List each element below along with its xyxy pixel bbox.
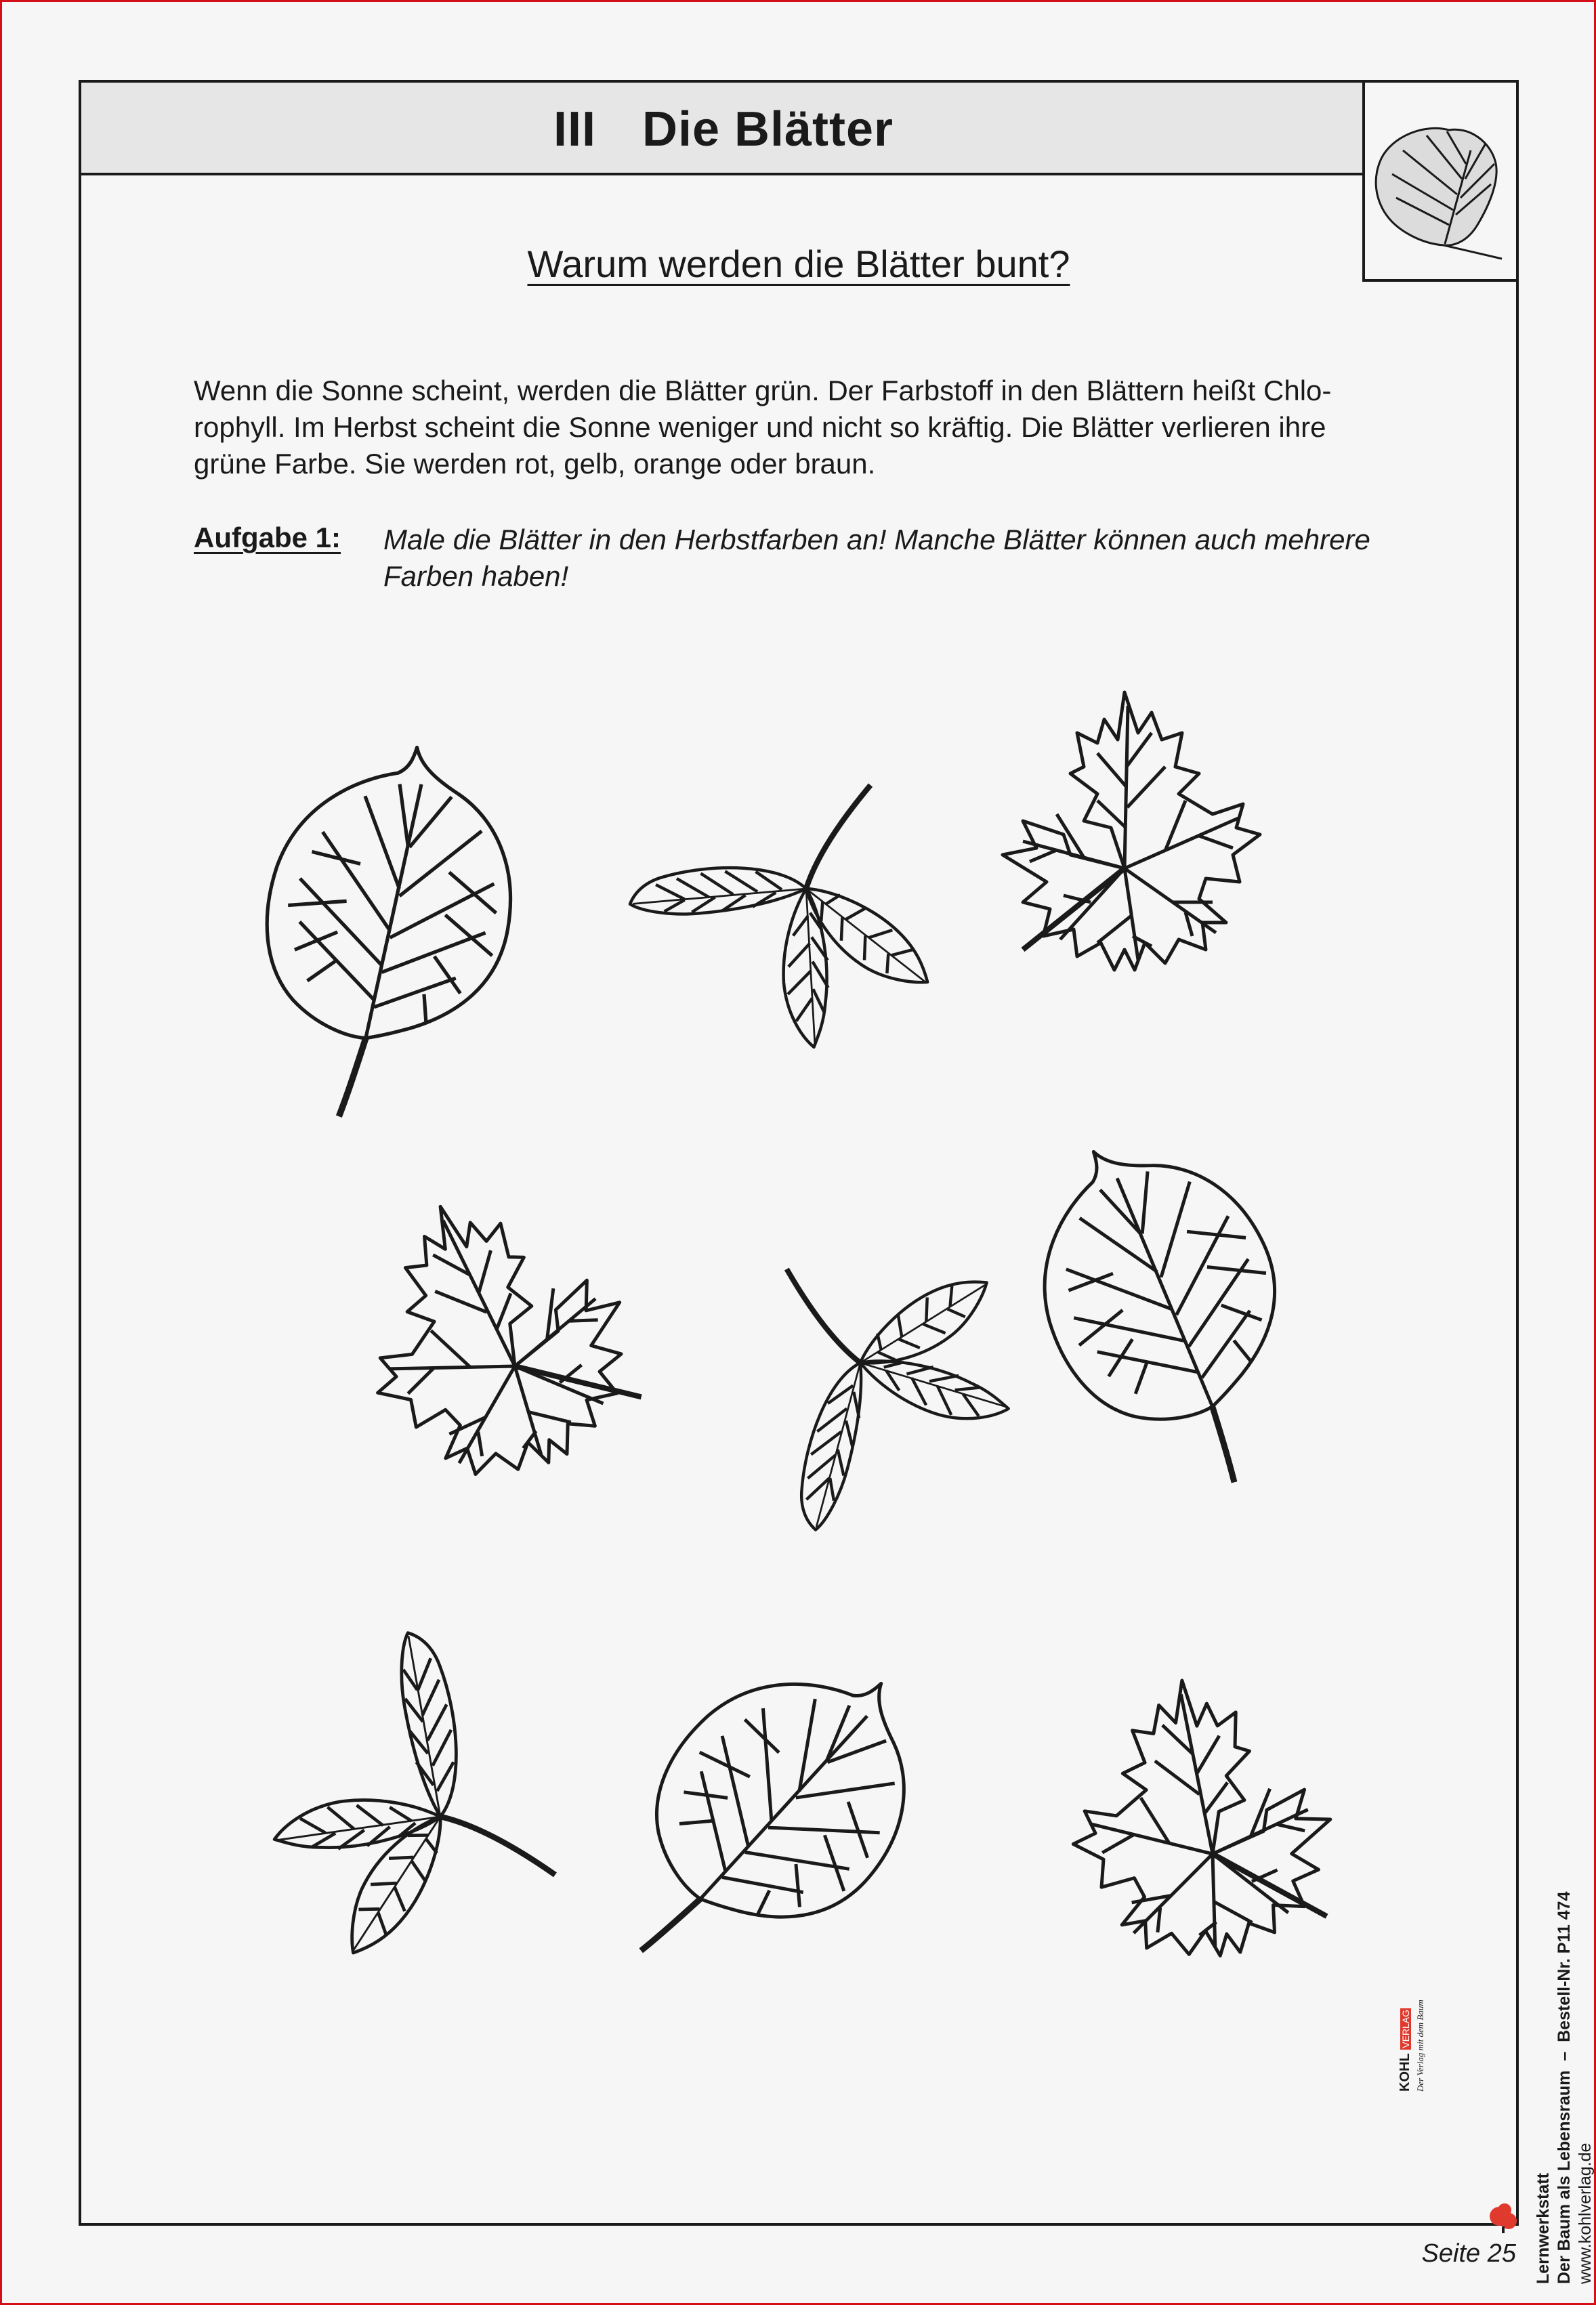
chapter-title-text: Die Blätter	[642, 102, 894, 156]
publisher-badge: VERLAG	[1400, 2009, 1411, 2048]
task-line: Male die Blätter in den Herbstfarben an! Manche Blätter können auch mehrere	[383, 524, 1370, 555]
linden-leaf	[234, 727, 536, 1140]
footer-separator: –	[1555, 2051, 1574, 2061]
footer-series: Lernwerkstatt	[1534, 2173, 1553, 2284]
publisher-wordmark	[1398, 2000, 1428, 2092]
intro-line: rophyll. Im Herbst scheint die Sonne weniger und nicht so kräftig. Die Blätter verlieren ihre	[194, 411, 1326, 443]
intro-line: Wenn die Sonne scheint, werden die Blätter grün. Der Farbstoff in den Blättern heißt Chlo-	[194, 375, 1332, 406]
maple-leaf	[318, 1155, 669, 1515]
intro-line: grüne Farbe. Sie werden rot, gelb, orange oder braun.	[194, 448, 876, 480]
footer-book-title: Der Baum als Lebensraum	[1555, 2070, 1574, 2284]
coloring-leaves	[81, 83, 1516, 2223]
footer-book-line	[1554, 1892, 1575, 2285]
page-number: Seite 25	[1421, 2239, 1516, 2268]
footer-order-number: Bestell-Nr. P11 474	[1555, 1891, 1574, 2042]
publisher-logo	[1487, 2152, 1528, 2237]
ash-leaf	[243, 1615, 562, 1963]
linden-leaf	[990, 1103, 1349, 1525]
task-label: Aufgabe 1:	[194, 522, 341, 553]
publisher-slogan: Der Verlag mit dem Baum	[1415, 2000, 1425, 2092]
ash-leaf	[723, 1231, 1038, 1569]
footer-website: www.kohlverlag.de	[1576, 2142, 1595, 2284]
chapter-number: III	[553, 102, 596, 156]
linden-leaf	[563, 1611, 969, 2033]
maple-leaf	[1049, 1659, 1350, 1978]
worksheet-subtitle: Warum werden die Blätter bunt?	[527, 242, 1070, 285]
ash-leaf	[621, 782, 932, 1062]
vertical-footer	[1533, 1892, 1596, 2285]
task-line: Farben haben!	[383, 560, 569, 592]
publisher-name: KOHL	[1398, 2053, 1412, 2092]
maple-leaf	[1003, 692, 1260, 970]
